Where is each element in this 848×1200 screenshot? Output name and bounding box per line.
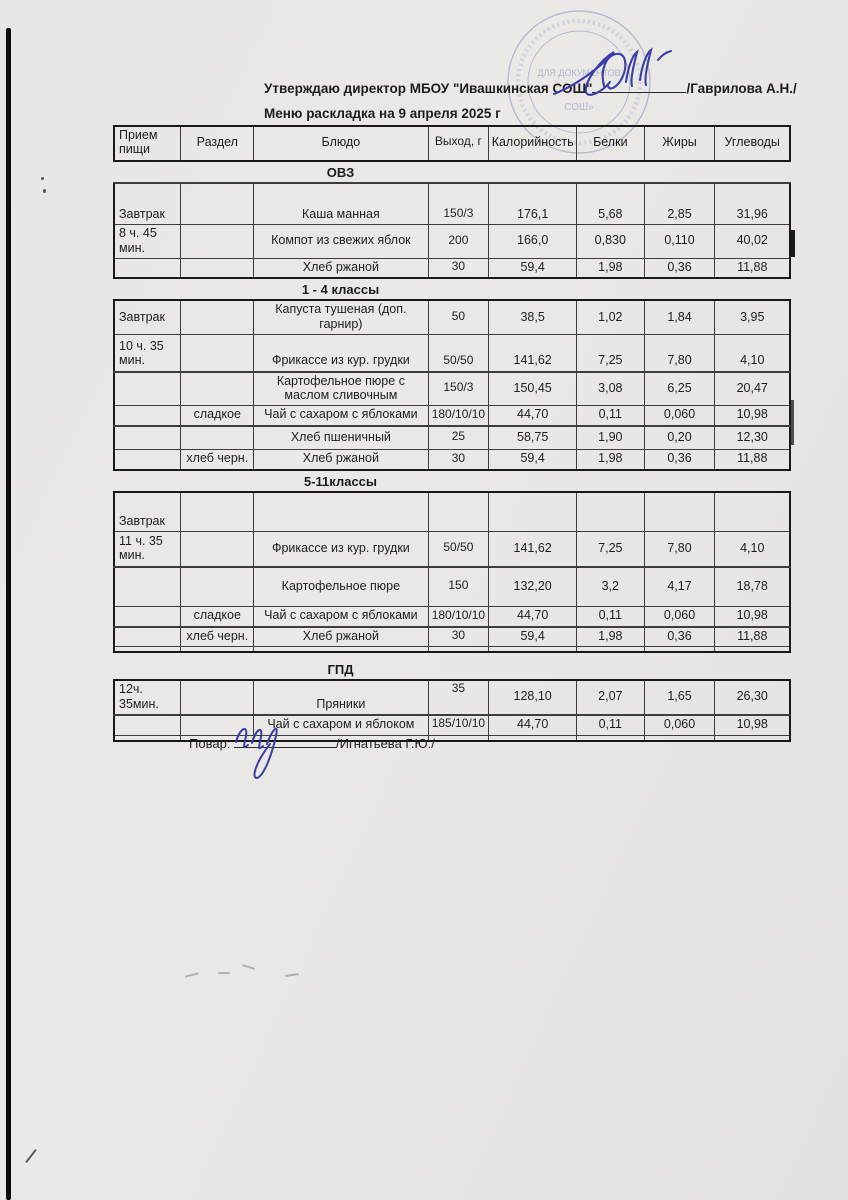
table-cell: 10,98: [715, 715, 790, 735]
table-cell: [644, 735, 715, 741]
section-title: [113, 279, 791, 299]
table-cell: 12,30: [715, 426, 790, 450]
table-cell: [181, 335, 254, 372]
stamp-text-line1: ДЛЯ ДОКУМЕНТОВ: [537, 68, 621, 78]
section-title-text: 1 - 4 классы: [301, 282, 380, 298]
table-cell: [114, 715, 181, 735]
approval-prefix: Утверждаю директор МБОУ "Ивашкинская СОШ": [264, 81, 593, 96]
table-cell: [181, 492, 254, 532]
director-signature: [540, 42, 690, 110]
table-cell: 141,62: [489, 532, 577, 567]
table-cell: Чай с сахаром с яблоками: [254, 607, 428, 627]
table-cell: 4,10: [715, 532, 790, 567]
table-cell: 132,20: [489, 567, 577, 607]
table-row: [114, 532, 790, 567]
table-cell: хлеб черн.: [181, 450, 254, 470]
scan-artifact: [242, 964, 255, 970]
column-header: Выход, г: [428, 126, 489, 161]
table-cell: Чай с сахаром и яблоком: [254, 715, 428, 735]
table-row: [114, 450, 790, 470]
table-cell: 20,47: [715, 372, 790, 406]
table-cell: 3,08: [577, 372, 645, 406]
table-cell: Каша манная: [254, 183, 428, 225]
table-cell: 35: [428, 680, 489, 715]
table-cell: Хлеб ржаной: [254, 450, 428, 470]
table-cell: 2,07: [577, 680, 645, 715]
table-cell: 58,75: [489, 426, 577, 450]
table-cell: 44,70: [489, 715, 577, 735]
table-cell: 11,88: [715, 450, 790, 470]
table-cell: 4,10: [715, 335, 790, 372]
table-cell: 0,060: [644, 406, 715, 426]
table-cell: [644, 647, 715, 653]
table-cell: 0,11: [577, 607, 645, 627]
table-cell: 166,0: [489, 225, 577, 259]
table-row: [114, 300, 790, 334]
section-title: [113, 659, 791, 679]
table-cell: [489, 647, 577, 653]
table-cell: [715, 492, 790, 532]
table-cell: Завтрак: [114, 300, 181, 334]
table-cell: 0,110: [644, 225, 715, 259]
table-cell: 150/3: [428, 183, 489, 225]
menu-header-table: [113, 125, 791, 162]
table-cell: [114, 735, 181, 741]
table-row: [114, 492, 790, 532]
table-cell: Компот из свежих яблок: [254, 225, 428, 259]
table-cell: 1,98: [577, 259, 645, 279]
table-cell: 6,25: [644, 372, 715, 406]
table-cell: 59,4: [489, 627, 577, 647]
table-cell: [114, 406, 181, 426]
scan-artifact: [41, 177, 44, 180]
table-row: [114, 372, 790, 406]
table-cell: 150: [428, 567, 489, 607]
table-cell: [489, 492, 577, 532]
document-title: Меню раскладка на 9 апреля 2025 г: [264, 106, 501, 121]
column-header: Углеводы: [715, 126, 790, 161]
section-title-text: 5-11классы: [303, 473, 378, 489]
table-cell: 7,25: [577, 335, 645, 372]
table-cell: [715, 735, 790, 741]
table-cell: 0,060: [644, 715, 715, 735]
table-cell: [114, 567, 181, 607]
table-cell: 50/50: [428, 335, 489, 372]
table-cell: Картофельное пюре с маслом сливочным: [254, 372, 428, 406]
table-cell: 180/10/10: [428, 607, 489, 627]
table-cell: Хлеб пшеничный: [254, 426, 428, 450]
table-cell: 1,98: [577, 627, 645, 647]
table-cell: 50/50: [428, 532, 489, 567]
table-cell: 0,11: [577, 715, 645, 735]
table-cell: 50: [428, 300, 489, 334]
scan-artifact: [791, 400, 794, 445]
approval-line: [264, 80, 797, 96]
table-cell: [489, 735, 577, 741]
table-cell: 3,95: [715, 300, 790, 334]
table-cell: 128,10: [489, 680, 577, 715]
scan-artifact: [185, 972, 199, 977]
table-cell: Завтрак: [114, 492, 181, 532]
table-cell: 8 ч. 45 мин.: [114, 225, 181, 259]
table-cell: [114, 259, 181, 279]
table-cell: [114, 450, 181, 470]
table-cell: 40,02: [715, 225, 790, 259]
menu-section-table: [113, 491, 791, 653]
table-cell: 0,20: [644, 426, 715, 450]
table-cell: 185/10/10: [428, 715, 489, 735]
section-title-text: ГПД: [327, 662, 354, 678]
table-cell: 30: [428, 259, 489, 279]
column-header: Раздел: [181, 126, 254, 161]
table-header-row: [114, 126, 790, 161]
table-cell: 11,88: [715, 627, 790, 647]
table-row: [114, 406, 790, 426]
table-row: [114, 715, 790, 735]
table-cell: 59,4: [489, 259, 577, 279]
table-cell: Пряники: [254, 680, 428, 715]
table-cell: сладкое: [181, 406, 254, 426]
table-cell: 26,30: [715, 680, 790, 715]
table-cell: 10,98: [715, 607, 790, 627]
table-cell: 4,17: [644, 567, 715, 607]
cook-signature: [218, 714, 318, 782]
table-cell: [181, 300, 254, 334]
table-row: [114, 567, 790, 607]
table-row: [114, 225, 790, 259]
table-cell: 44,70: [489, 607, 577, 627]
table-cell: Завтрак: [114, 183, 181, 225]
table-cell: 180/10/10: [428, 406, 489, 426]
scan-edge-bar: [6, 28, 11, 1200]
table-cell: 0,060: [644, 607, 715, 627]
table-cell: [181, 225, 254, 259]
table-cell: Фрикассе из кур. грудки: [254, 335, 428, 372]
table-cell: [114, 647, 181, 653]
section-title: [113, 162, 791, 182]
table-cell: Хлеб ржаной: [254, 627, 428, 647]
table-cell: 176,1: [489, 183, 577, 225]
table-cell: [428, 492, 489, 532]
table-cell: 0,830: [577, 225, 645, 259]
table-row: [114, 426, 790, 450]
table-cell: [114, 607, 181, 627]
table-cell: [114, 627, 181, 647]
scan-artifact: [25, 1149, 36, 1163]
table-cell: 3,2: [577, 567, 645, 607]
table-cell: [181, 532, 254, 567]
table-cell: [254, 647, 428, 653]
table-cell: хлеб черн.: [181, 627, 254, 647]
table-cell: [181, 426, 254, 450]
table-cell: сладкое: [181, 607, 254, 627]
table-cell: 59,4: [489, 450, 577, 470]
table-cell: [114, 372, 181, 406]
table-row: [114, 259, 790, 279]
section-title-text: ОВЗ: [326, 164, 355, 180]
table-cell: 11 ч. 35 мин.: [114, 532, 181, 567]
cook-label: Повар:: [189, 736, 231, 751]
table-cell: [181, 567, 254, 607]
table-cell: 25: [428, 426, 489, 450]
table-cell: 7,25: [577, 532, 645, 567]
table-cell: [181, 183, 254, 225]
approval-suffix: /Гаврилова А.Н./: [686, 81, 797, 96]
table-cell: 38,5: [489, 300, 577, 334]
section-title: [113, 471, 791, 491]
scan-artifact: [218, 972, 230, 974]
table-cell: [428, 735, 489, 741]
column-header: Калорийность: [489, 126, 577, 161]
table-cell: [181, 680, 254, 715]
table-cell: 2,85: [644, 183, 715, 225]
stamp-text-line2: СОШ»: [564, 102, 594, 113]
cook-name: /Игнатьева Г.Ю./: [336, 736, 435, 751]
table-row: [114, 335, 790, 372]
table-cell: Хлеб ржаной: [254, 259, 428, 279]
table-cell: 200: [428, 225, 489, 259]
table-cell: [181, 647, 254, 653]
table-cell: 7,80: [644, 532, 715, 567]
table-cell: [181, 372, 254, 406]
table-row: [114, 183, 790, 225]
table-row: [114, 647, 790, 653]
table-cell: Чай с сахаром с яблоками: [254, 406, 428, 426]
table-cell: 0,36: [644, 259, 715, 279]
table-cell: [715, 647, 790, 653]
menu-section-table: [113, 299, 791, 470]
table-row: [114, 607, 790, 627]
table-cell: [114, 426, 181, 450]
table-cell: 11,88: [715, 259, 790, 279]
table-cell: 10,98: [715, 406, 790, 426]
table-cell: 0,36: [644, 450, 715, 470]
table-cell: 1,02: [577, 300, 645, 334]
table-cell: 1,84: [644, 300, 715, 334]
table-cell: [254, 492, 428, 532]
table-cell: 1,90: [577, 426, 645, 450]
column-header: Белки: [577, 126, 645, 161]
table-cell: 0,36: [644, 627, 715, 647]
table-row: [114, 627, 790, 647]
table-row: [114, 680, 790, 715]
column-header: Прием пищи: [114, 126, 181, 161]
table-cell: 12ч. 35мин.: [114, 680, 181, 715]
menu-table-area: [113, 125, 791, 742]
menu-section-table: [113, 679, 791, 741]
table-cell: 5,68: [577, 183, 645, 225]
scan-artifact: [43, 189, 46, 193]
table-cell: 141,62: [489, 335, 577, 372]
table-cell: [577, 647, 645, 653]
table-cell: 1,65: [644, 680, 715, 715]
table-cell: Капуста тушеная (доп. гарнир): [254, 300, 428, 334]
table-cell: 1,98: [577, 450, 645, 470]
table-cell: 10 ч. 35 мин.: [114, 335, 181, 372]
table-cell: 0,11: [577, 406, 645, 426]
table-cell: [644, 492, 715, 532]
table-cell: [181, 259, 254, 279]
table-cell: [428, 647, 489, 653]
table-cell: Фрикассе из кур. грудки: [254, 532, 428, 567]
table-cell: 18,78: [715, 567, 790, 607]
table-cell: 150,45: [489, 372, 577, 406]
table-cell: 7,80: [644, 335, 715, 372]
table-cell: 30: [428, 450, 489, 470]
menu-section-table: [113, 182, 791, 280]
column-header: Жиры: [644, 126, 715, 161]
scan-artifact: [791, 230, 795, 257]
table-cell: Картофельное пюре: [254, 567, 428, 607]
column-header: Блюдо: [254, 126, 428, 161]
table-cell: [577, 735, 645, 741]
table-cell: 30: [428, 627, 489, 647]
table-cell: 150/3: [428, 372, 489, 406]
scan-artifact: [285, 973, 299, 977]
table-cell: 44,70: [489, 406, 577, 426]
table-cell: 31,96: [715, 183, 790, 225]
table-cell: [577, 492, 645, 532]
